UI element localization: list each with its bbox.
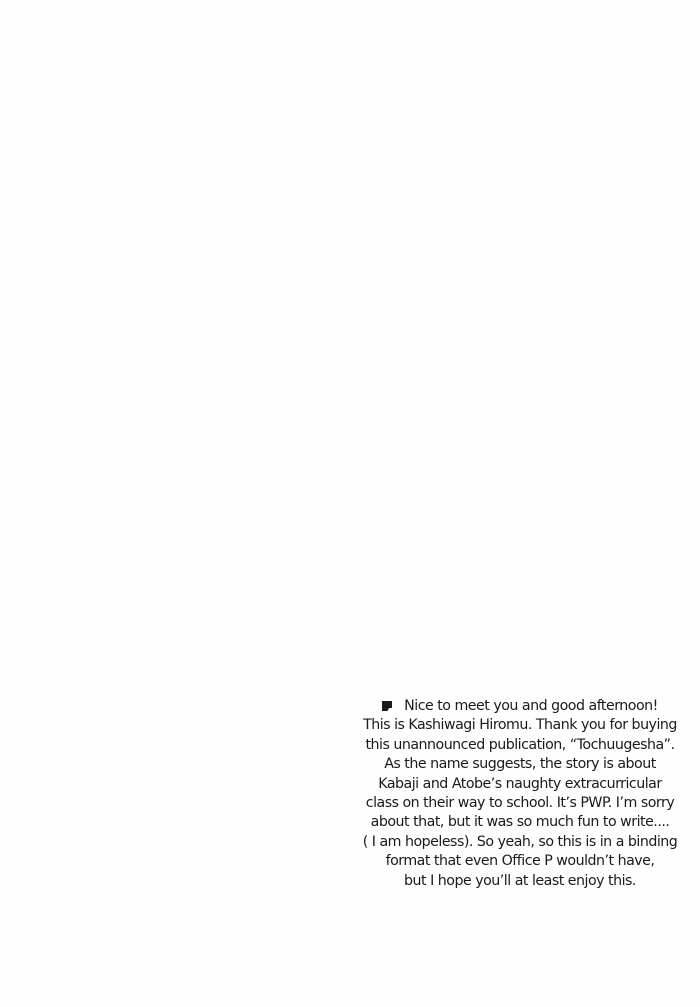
note-line-9: format that even Office P wouldn’t have, — [385, 853, 655, 870]
author-note — [350, 697, 690, 891]
note-line-4: As the name suggests, the story is about — [384, 756, 656, 773]
note-line-6: class on their way to school. It’s PWP. I’m sorry — [365, 795, 675, 812]
bullet-square-icon — [382, 701, 392, 711]
note-line-7: about that, but it was so much fun to write.... — [370, 814, 670, 831]
note-line-2: This is Kashiwagi Hiromu. Thank you for buying — [363, 717, 677, 734]
note-line-3: this unannounced publication, “Tochuugesha”. — [365, 736, 675, 753]
note-line-10: but I hope you’ll at least enjoy this. — [404, 872, 636, 889]
note-line-1-text: Nice to meet you and good afternoon! — [404, 698, 658, 714]
note-line-1 — [350, 697, 690, 716]
note-line-5: Kabaji and Atobe’s naughty extracurricular — [378, 775, 662, 792]
note-line-8: ( I am hopeless). So yeah, so this is in a binding — [362, 833, 678, 850]
